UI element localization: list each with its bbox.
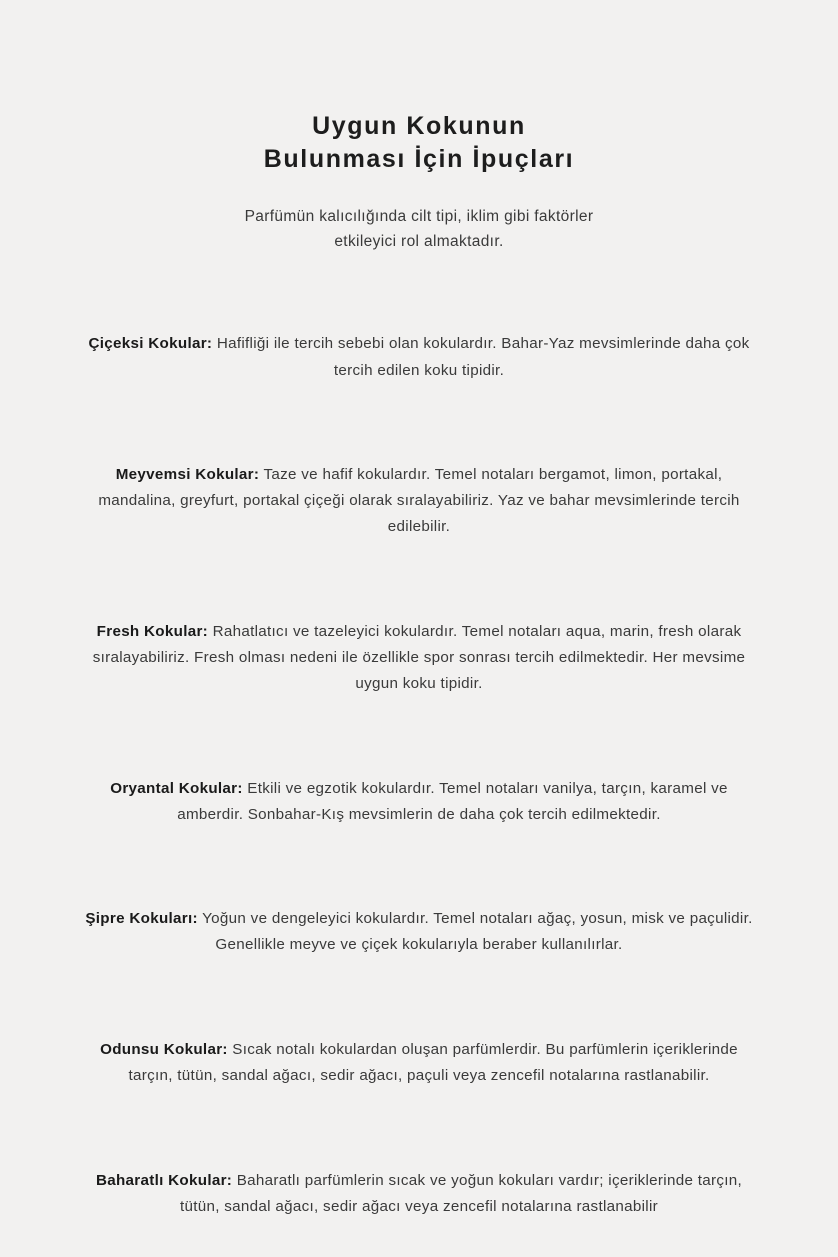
section-baharatli [79,1168,759,1220]
section-oryantal [79,776,759,828]
intro-line-1: Parfümün kalıcılığında cilt tipi, iklim gibi faktörler [244,208,594,225]
section-label: Odunsu Kokular: [100,1040,228,1058]
section-label: Oryantal Kokular: [110,779,243,797]
section-odunsu [79,1037,759,1089]
section-body: Rahatlatıcı ve tazeleyici kokulardır. Temel notaları aqua, marin, fresh olarak sıralayabiliriz. Fresh olması nedeni ile özellikle spor sonrası tercih edilmektedir. Her mevsime uygun koku tipidir. [92,622,746,693]
section-meyvemsi [79,462,759,540]
page-title-line-1: Uygun Kokunun [312,112,526,140]
section-body: Etkili ve egzotik kokulardır. Temel notaları vanilya, tarçın, karamel ve amberdir. Sonbahar-Kış mevsimlerin de daha çok tercih edilmektedir. [177,779,728,823]
section-sipre [79,906,759,958]
section-fresh [79,619,759,697]
section-body: Yoğun ve dengeleyici kokulardır. Temel notaları ağaç, yosun, misk ve paçulidir. Genellikle meyve ve çiçek kokularıyla beraber kullanılırlar. [197,910,753,954]
fragrance-sections [79,316,759,1235]
section-label: Baharatlı Kokular: [95,1171,233,1189]
section-label: Şipre Kokuları: [85,910,198,928]
section-label: Çiçeksi Kokular: [88,335,213,353]
section-body: Hafifliği ile tercih sebebi olan kokulardır. Bahar-Yaz mevsimlerinde daha çok tercih edilen koku tipidir. [212,335,750,379]
section-body: Sıcak notalı kokulardan oluşan parfümlerdir. Bu parfümlerin içeriklerinde tarçın, tütün, sandal ağacı, sedir ağacı, paçuli veya zencefil notalarına rastlanabilir. [128,1040,738,1085]
section-body: Taze ve hafif kokulardır. Temel notaları bergamot, limon, portakal, mandalina, greyfurt, portakal çiçeği olarak sıralayabiliriz. Yaz ve bahar mevsimlerinde tercih edilebilir. [98,466,740,536]
intro-line-2: etkileyici rol almaktadır. [334,233,504,251]
section-cicek si [79,331,759,383]
section-label: Meyvemsi Kokular: [115,466,260,484]
section-label: Fresh Kokular: [96,622,209,640]
page-title [264,110,574,176]
section-body: Baharatlı parfümlerin sıcak ve yoğun kokuları vardır; içeriklerinde tarçın, tütün, sandal ağacı, sedir ağacı veya zencefil notalarına rastlanabilir [179,1171,743,1215]
page-title-line-2: Bulunması İçin İpuçları [263,145,575,173]
intro-paragraph [245,204,594,254]
